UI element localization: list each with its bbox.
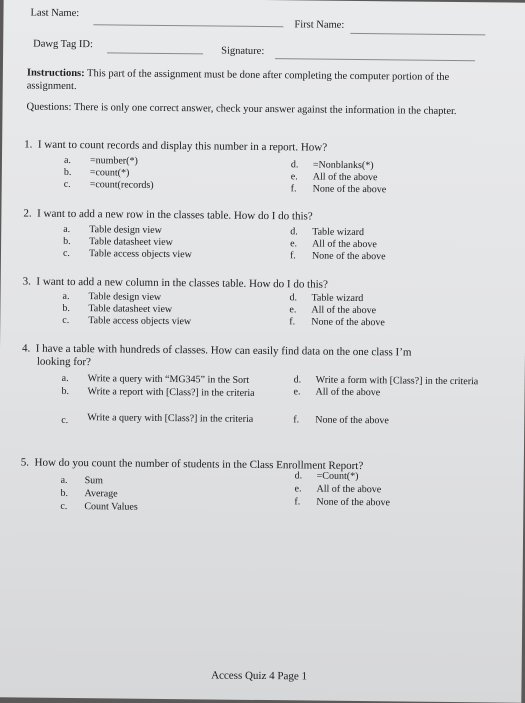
option-letter: e. bbox=[289, 304, 297, 316]
option-letter: a. bbox=[60, 474, 68, 486]
option-letter: a. bbox=[63, 154, 71, 166]
question-text-continued: looking for? bbox=[36, 355, 92, 369]
q5-option-d[interactable]: =Count(*) bbox=[316, 470, 359, 483]
q5-option-c[interactable]: Count Values bbox=[84, 501, 138, 513]
option-letter: d. bbox=[290, 226, 298, 238]
question-number: 4. bbox=[21, 342, 31, 355]
question-text: I have a table with hundreds of classes. How can easily find data on the one class I’m bbox=[35, 342, 412, 359]
option-letter: c. bbox=[63, 178, 71, 190]
option-letter: a. bbox=[62, 290, 70, 302]
q5-option-b[interactable]: Average bbox=[84, 488, 118, 500]
question-2 bbox=[23, 207, 312, 223]
q4-option-e[interactable]: All of the above bbox=[315, 386, 381, 399]
question-1 bbox=[24, 138, 327, 154]
option-letter: c. bbox=[61, 414, 69, 426]
q1-option-e[interactable]: All of the above bbox=[312, 171, 378, 184]
q4-option-d[interactable]: Write a form with [Class?] in the criteria bbox=[315, 374, 479, 388]
q2-option-d[interactable]: Table wizard bbox=[312, 226, 365, 239]
q1-option-f[interactable]: None of the above bbox=[312, 183, 387, 196]
option-letter: e. bbox=[294, 483, 302, 495]
instructions-heading: Instructions: bbox=[26, 67, 85, 80]
option-letter: b. bbox=[62, 302, 70, 314]
q5-option-a[interactable]: Sum bbox=[84, 475, 104, 487]
question-text: I want to add a new column in the classes table. How do I do this? bbox=[36, 275, 328, 291]
dawg-tag-field[interactable] bbox=[107, 52, 203, 54]
option-letter: a. bbox=[63, 223, 71, 235]
signature-label: Signature: bbox=[221, 45, 265, 58]
q5-option-e[interactable]: All of the above bbox=[316, 483, 382, 496]
question-number: 1. bbox=[24, 138, 33, 151]
q2-option-e[interactable]: All of the above bbox=[312, 238, 377, 251]
option-letter: d. bbox=[294, 470, 303, 482]
page-footer: Access Quiz 4 Page 1 bbox=[211, 669, 308, 683]
question-text: I want to count records and display this number in a report. How? bbox=[37, 138, 328, 154]
q1-option-d[interactable]: =Nonblanks(*) bbox=[312, 159, 374, 172]
option-letter: b. bbox=[63, 235, 71, 247]
option-letter: c. bbox=[60, 500, 68, 512]
q3-option-f[interactable]: None of the above bbox=[311, 316, 385, 329]
question-text: How do you count the number of students in the Class Enrollment Report? bbox=[34, 456, 364, 473]
option-letter: b. bbox=[61, 385, 70, 397]
last-name-label: Last Name: bbox=[30, 7, 80, 20]
q2-option-b[interactable]: Table datasheet view bbox=[89, 236, 173, 249]
q4-option-a[interactable]: Write a query with “MG345” in the Sort bbox=[87, 373, 250, 386]
option-letter: f. bbox=[289, 250, 296, 262]
signature-field[interactable] bbox=[275, 58, 475, 61]
first-name-field[interactable] bbox=[350, 33, 485, 35]
option-letter: f. bbox=[290, 183, 297, 195]
option-letter: b. bbox=[60, 487, 69, 499]
question-5 bbox=[21, 456, 364, 473]
q4-option-c[interactable]: Write a query with [Class?] in the criteria bbox=[87, 412, 254, 425]
question-3 bbox=[23, 275, 328, 291]
q2-option-a[interactable]: Table design view bbox=[89, 224, 162, 236]
option-letter: e. bbox=[290, 171, 298, 183]
question-number: 2. bbox=[23, 207, 32, 220]
option-letter: c. bbox=[62, 247, 71, 259]
q1-option-c[interactable]: =count(records) bbox=[89, 179, 154, 191]
option-letter: f. bbox=[289, 316, 296, 328]
option-letter: f. bbox=[294, 496, 301, 508]
q4-option-b[interactable]: Write a report with [Class?] in the criteria bbox=[87, 386, 255, 399]
q3-option-a[interactable]: Table design view bbox=[88, 291, 162, 303]
question-number: 5. bbox=[20, 456, 30, 469]
q3-option-d[interactable]: Table wizard bbox=[311, 292, 364, 305]
option-letter: f. bbox=[293, 414, 300, 426]
option-letter: a. bbox=[61, 372, 69, 384]
q3-option-e[interactable]: All of the above bbox=[311, 304, 377, 317]
dawg-tag-label: Dawg Tag ID: bbox=[33, 38, 93, 51]
option-letter: e. bbox=[290, 238, 298, 250]
instructions bbox=[27, 67, 497, 98]
last-name-field[interactable] bbox=[93, 24, 283, 27]
q1-option-a[interactable]: =number(*) bbox=[89, 155, 138, 167]
question-number: 3. bbox=[22, 275, 32, 288]
q3-option-c[interactable]: Table access objects view bbox=[88, 315, 192, 328]
option-letter: b. bbox=[63, 166, 72, 178]
q2-option-c[interactable]: Table access objects view bbox=[88, 248, 192, 261]
first-name-label: First Name: bbox=[294, 19, 345, 31]
q2-option-f[interactable]: None of the above bbox=[311, 250, 386, 263]
option-letter: d. bbox=[289, 292, 298, 304]
q3-option-b[interactable]: Table datasheet view bbox=[88, 303, 173, 316]
option-letter: e. bbox=[293, 386, 301, 398]
questions-note: Questions: There is only one correct answer, check your answer against the information in the chapter. bbox=[26, 101, 457, 118]
option-letter: d. bbox=[293, 374, 302, 386]
option-letter: c. bbox=[62, 314, 70, 326]
question-text: I want to add a new row in the classes table. How do I do this? bbox=[37, 207, 313, 223]
q1-option-b[interactable]: =count(*) bbox=[89, 167, 130, 179]
q5-option-f[interactable]: None of the above bbox=[316, 496, 391, 509]
q4-option-f[interactable]: None of the above bbox=[315, 414, 389, 427]
option-letter: d. bbox=[290, 159, 299, 171]
instructions-text: This part of the assignment must be done after completing the computer portion of the assignment. bbox=[26, 68, 450, 93]
